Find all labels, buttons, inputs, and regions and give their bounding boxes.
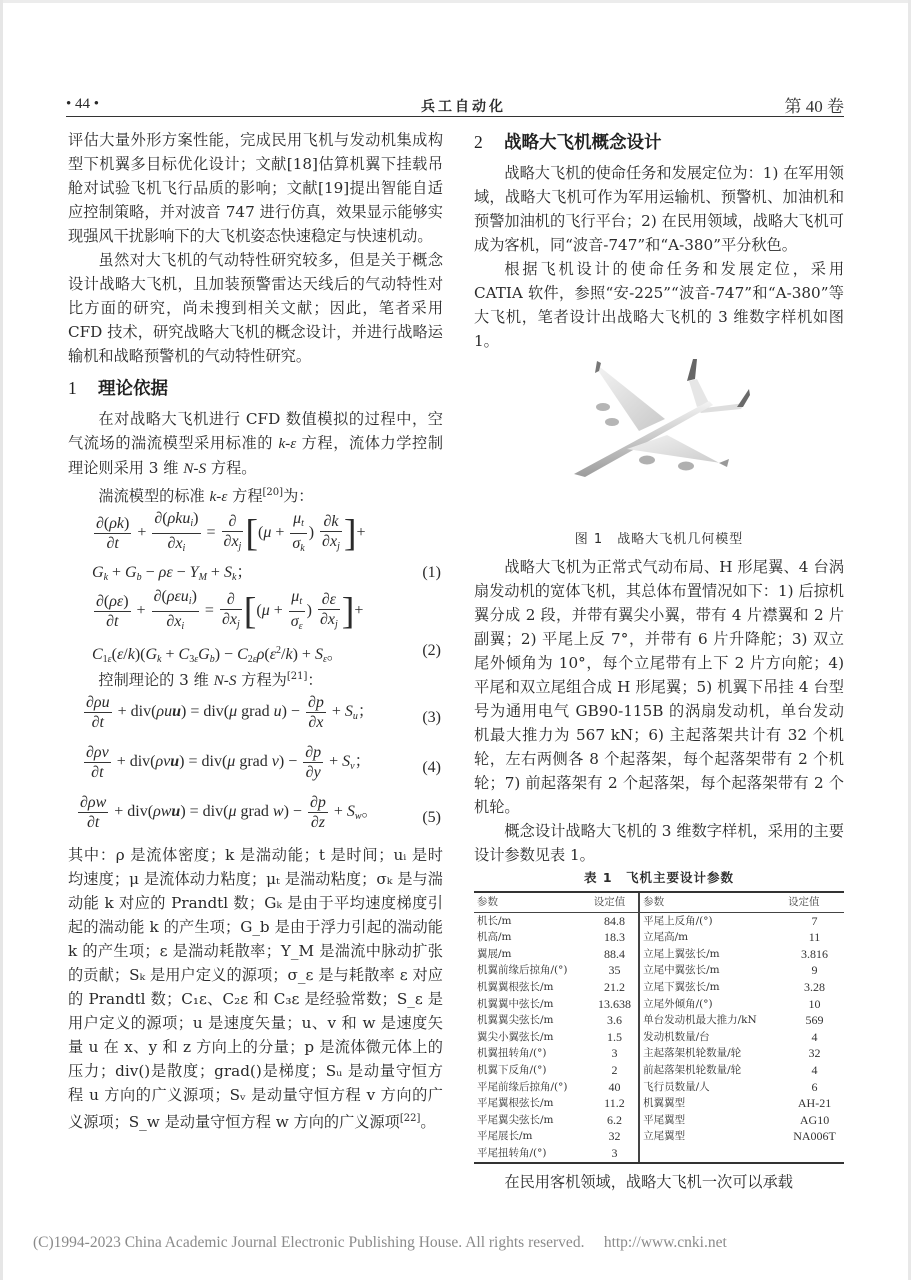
- parameter-name-cell: 立尾高/m: [639, 929, 785, 946]
- column-header: 参数: [639, 892, 785, 912]
- equation-body: $\frac{\partial(\rho\varepsilon)}{\partial t}$ + $\frac{\partial(\rho\varepsilon u_i)}{\partial x_i}$ = $\frac{\partial}{\partial x_j}$ [(μ + $\frac{\mu_t}{\sigma_\varepsilon}$ ) $\frac{\partial\varepsilon}{\partial x_j}$ ]+: [96, 588, 364, 633]
- table-row: [474, 979, 844, 996]
- symbol: N-S: [213, 672, 237, 689]
- figure-1: [474, 359, 844, 529]
- parameter-value-cell: 11: [808, 930, 821, 945]
- table-row: [474, 929, 844, 946]
- parameter-value-cell: 32: [608, 1129, 621, 1144]
- table-row: [474, 1062, 844, 1079]
- parameter-name-cell: 翼尖小翼弦长/m: [477, 1030, 554, 1043]
- equation-3: $\frac{\partial\rho u}{\partial t}$ + div(ρuu) = div(μ grad u) − $\frac{\partial p}{\partial x}$ + $S_u$； (3): [86, 694, 441, 731]
- design-parameters-table: [474, 891, 844, 1164]
- text: 方程: [232, 487, 263, 505]
- citation: [22]: [399, 1113, 421, 1124]
- parameter-value-cell: 4: [811, 1029, 818, 1044]
- left-column: [68, 128, 443, 1134]
- equation-number: (2): [422, 642, 441, 659]
- equation-5: $\frac{\partial\rho w}{\partial t}$ + div(ρwu) = div(μ grad w) − $\frac{\partial p}{\partial z}$ + $S_w$。 (5): [80, 794, 441, 831]
- paragraph-intro: 评估大量外形方案性能，完成民用飞机与发动机集成构型下机翼多目标优化设计；文献[18]估算机翼下挂载吊舱对试验飞机飞行品质的影响；文献[19]提出智能自适应控制策略，并对波音 747 进行仿真，效果显示能够实现强风干扰影响下的大飞机姿态快速稳定与快速机动。: [68, 131, 443, 245]
- table-row: [474, 1012, 844, 1029]
- parameter-name-cell: 立尾上翼弦长/m: [639, 946, 785, 963]
- parameter-value-cell: 35: [608, 963, 621, 978]
- figure-1-caption: 图 1 战略大飞机几何模型: [574, 532, 744, 547]
- parameter-name-cell: 飞行员数量/人: [639, 1079, 785, 1096]
- equation-1-line-2: $G_k + G_b - \rho\varepsilon - Y_M + S_k$； (1): [68, 559, 443, 587]
- section-title: 战略大飞机概念设计: [504, 133, 662, 153]
- engine: [596, 403, 610, 411]
- table-row: [474, 962, 844, 979]
- copyright-footer: (C)1994-2023 China Academic Journal Electronic Publishing House. All rights reserved. http://www.cnki.net: [33, 1234, 727, 1251]
- equation-1-line-1: [68, 509, 443, 559]
- parameter-value-cell: 7: [811, 913, 818, 928]
- parameter-name-cell: 立尾下翼弦长/m: [639, 979, 785, 996]
- symbol: k-ε: [278, 435, 297, 452]
- parameter-name-cell: 机翼翼尖弦长/m: [477, 1014, 554, 1027]
- airplane-model-image: [569, 359, 759, 479]
- parameter-value-cell: 2: [611, 1062, 618, 1077]
- paragraph-cfd: [68, 407, 443, 481]
- table-row: [474, 1029, 844, 1046]
- parameter-name-cell: 机长/m: [477, 914, 512, 927]
- engine: [639, 456, 655, 465]
- text: 方程为: [236, 671, 287, 689]
- parameter-value-cell: 4: [811, 1062, 818, 1077]
- parameter-value-cell: 3: [591, 1145, 639, 1163]
- parameter-value-cell: 3.816: [801, 946, 829, 961]
- running-header: [66, 96, 844, 117]
- parameter-value-cell: 21.2: [603, 979, 625, 994]
- parameter-name-cell: 立尾中翼弦长/m: [639, 962, 785, 979]
- parameter-value-cell: 10: [808, 996, 821, 1011]
- table-row: [474, 996, 844, 1013]
- parameter-value-cell: 9: [811, 963, 818, 978]
- parameter-value-cell: 84.8: [603, 913, 625, 928]
- engine: [678, 462, 694, 471]
- table-row: [474, 1095, 844, 1112]
- paragraph-symbol-definitions: [68, 843, 443, 1134]
- parameter-name-cell: 平尾前缘后掠角/(°): [477, 1080, 568, 1093]
- table-row: [474, 1045, 844, 1062]
- parameter-value-cell: 6: [811, 1079, 818, 1094]
- text: 为：: [283, 487, 314, 505]
- parameter-value-cell: 1.5: [606, 1029, 622, 1044]
- equation-2-line-1: [68, 587, 443, 637]
- parameter-name-cell: 平尾翼根弦长/m: [477, 1097, 554, 1110]
- parameter-name-cell: 平尾上反角/(°): [639, 912, 785, 929]
- parameter-name-cell: 机高/m: [477, 931, 512, 944]
- parameter-name-cell: 前起落架机轮数量/轮: [639, 1062, 785, 1079]
- parameter-value-cell: 32: [808, 1046, 821, 1061]
- equation-number: (3): [422, 709, 441, 726]
- symbol: N-S: [183, 460, 207, 477]
- parameter-name-cell: 平尾展长/m: [477, 1130, 533, 1143]
- table-row: [474, 1128, 844, 1145]
- text: ：: [307, 671, 323, 689]
- equation-4: $\frac{\partial\rho v}{\partial t}$ + div(ρvu) = div(μ grad v) − $\frac{\partial p}{\partial y}$ + $S_v$； (4): [86, 744, 441, 781]
- paragraph-layout: 战略大飞机为正常式气动布局、H 形尾翼、4 台涡扇发动机的宽体飞机，其总体布置情况如下：1) 后掠机翼分成 2 段，并带有翼尖小翼，带有 4 片襟翼和 2 片副翼；2) 平尾上反 7°，并带有 6 片升降舵；3) 双立尾外倾角为 10°，每个立尾带有上下 2 片方向舵；4) 平尾和双立尾组合成 H 形尾翼；5) 机翼下吊挂 4 台型号为通用电气 GB90-115B 的涡扇发动机，单台发动机最大推力为 567 kN；6) 主起落架共计有 32 个机轮，左右两侧各 8 个起落架，每个起落架带有 2 个机轮；7) 前起落架有 2 个起落架，每个起落架带有 2 个机轮。: [474, 558, 844, 816]
- parameter-value-cell: 3.6: [606, 1013, 622, 1028]
- parameter-name-cell: 单台发动机最大推力/kN: [639, 1012, 785, 1029]
- symbol: k-ε: [209, 488, 228, 505]
- parameter-value-cell: 3.28: [804, 979, 826, 994]
- citation: [21]: [286, 671, 308, 682]
- parameter-name-cell: 立尾翼型: [639, 1128, 785, 1145]
- parameter-value-cell: [785, 1145, 844, 1163]
- parameter-value-cell: 13.638: [597, 996, 631, 1011]
- paragraph-research-gap: 虽然对大飞机的气动特性研究较多，但是关于概念设计战略大飞机，且加装预警雷达天线后的气动特性对比方面的研究，尚未搜到相关文献；因此，笔者采用 CFD 技术，研究战略大飞机的概念设计，并进行战略运输机和战略预警机的气动特性研究。: [68, 251, 443, 365]
- equation-number: (1): [422, 564, 441, 581]
- parameter-value-cell: 3: [611, 1046, 618, 1061]
- parameter-name-cell: 平尾扭转角/(°): [474, 1145, 591, 1163]
- text: 湍流模型的标准: [98, 487, 210, 505]
- parameter-value-cell: 11.2: [604, 1096, 625, 1111]
- text: 。: [420, 1113, 436, 1131]
- parameter-value-cell: 18.3: [603, 930, 625, 945]
- table-row: [474, 912, 844, 929]
- column-header: 设定值: [785, 892, 844, 912]
- parameter-name-cell: 机翼翼型: [639, 1095, 785, 1112]
- parameter-name-cell: 机翼扭转角/(°): [477, 1047, 547, 1060]
- citation: [20]: [262, 487, 284, 498]
- equation-2-line-2: $C_{1\varepsilon}(\varepsilon/k)(G_k + C_{3\varepsilon}G_b) - C_{2\varepsilon}\rho(\varepsilon^2/k) + S_\varepsilon$。 (2): [68, 637, 443, 665]
- section-heading-1: [68, 374, 443, 403]
- parameter-name-cell: 主起落架机轮数量/轮: [639, 1045, 785, 1062]
- text: 其中：ρ 是流体密度；k 是湍动能；t 是时间；uᵢ 是时均速度；μ 是流体动力粘度；μₜ 是湍动粘度；σₖ 是与湍动能 k 对应的 Prandtl 数；Gₖ 是由于平均速度梯度引起的湍动能 k 的产生项；G_b 是由于浮力引起的湍动能 k 的产生项；ε 是湍动耗散率；Y_M 是湍流中脉动扩张的贡献；Sₖ 是用户定义的源项；σ_ε 是与耗散率 ε 对应的 Prandtl 数；C₁ε、C₂ε 和 C₃ε 是经验常数；S_ε 是用户定义的源项；u 是速度矢量；u、v 和 w 是速度矢量 u 在 x、y 和 z 方向上的分量；p 是流体微元体上的压力；div()是散度；grad()是梯度；Sᵤ 是动量守恒方程 u 方向的广义源项；Sᵥ 是动量守恒方程 v 方向的广义源项；S_w 是动量守恒方程 w 方向的广义源项: [68, 846, 443, 1131]
- table-row: [474, 1112, 844, 1129]
- table-row: [474, 946, 844, 963]
- paragraph-table-intro: 概念设计战略大飞机的 3 维数字样机，采用的主要设计参数见表 1。: [474, 822, 844, 864]
- table-header-row: [474, 892, 844, 912]
- engine: [605, 418, 619, 426]
- table-row: [474, 1145, 844, 1163]
- parameter-name-cell: 立尾外倾角/(°): [639, 996, 785, 1013]
- journal-name: 兵工自动化: [421, 99, 506, 115]
- parameter-name-cell: 机翼翼中弦长/m: [477, 997, 554, 1010]
- text: 方程，流体力学控制理论则采用 3 维: [68, 434, 444, 477]
- column-header: 设定值: [591, 892, 639, 912]
- page-edge: [0, 0, 911, 3]
- paragraph-mission: 战略大飞机的使命任务和发展定位为：1) 在军用领域，战略大飞机可作为军用运输机、预警机、加油机和预警加油机的飞行平台；2) 在民用领域，战略大飞机可成为客机，同“波音-747”和“A-380”平分秋色。: [474, 164, 844, 254]
- page-edge: [0, 0, 3, 1280]
- parameter-value-cell: AG10: [799, 1112, 830, 1127]
- parameter-name-cell: 翼展/m: [477, 947, 512, 960]
- section-title: 理论依据: [98, 379, 168, 399]
- table-1-caption: 表 1 飞机主要设计参数: [583, 870, 735, 885]
- equation-number: (4): [422, 759, 441, 776]
- page-number: • 44 •: [66, 96, 100, 112]
- parameter-name-cell: 机翼下反角/(°): [477, 1063, 547, 1076]
- right-column: [474, 128, 844, 1194]
- equation-number: (5): [422, 809, 441, 826]
- parameter-name-cell: 机翼翼根弦长/m: [477, 980, 554, 993]
- parameter-value-cell: NA006T: [793, 1129, 836, 1144]
- section-number: 2: [474, 132, 483, 152]
- paragraph-civil: 在民用客机领域，战略大飞机一次可以承载: [504, 1172, 793, 1191]
- paragraph-catia: 根据飞机设计的使命任务和发展定位，采用 CATIA 软件，参照“安-225”“波音-747”和“A-380”等大飞机，笔者设计出战略大飞机的 3 维数字样机如图 1。: [474, 260, 844, 350]
- parameter-name-cell: 发动机数量/台: [639, 1029, 785, 1046]
- parameter-value-cell: 6.2: [606, 1112, 622, 1127]
- parameter-value-cell: 40: [608, 1079, 621, 1094]
- section-number: 1: [68, 378, 77, 398]
- parameter-value-cell: 88.4: [603, 946, 625, 961]
- parameter-value-cell: 569: [805, 1013, 824, 1028]
- section-heading-2: [474, 128, 844, 157]
- table-row: [474, 1079, 844, 1096]
- text: 控制理论的 3 维: [98, 671, 214, 689]
- parameter-name-cell: 平尾翼尖弦长/m: [477, 1113, 554, 1126]
- parameter-name-cell: 机翼前缘后掠角/(°): [477, 964, 568, 977]
- parameter-value-cell: AH-21: [797, 1096, 832, 1111]
- parameter-name-cell: 平尾翼型: [639, 1112, 785, 1129]
- equation-body: $\frac{\partial(\rho k)}{\partial t}$ + $\frac{\partial(\rho ku_i)}{\partial x_i}$ = $\frac{\partial}{\partial x_j}$ [(μ + $\frac{\mu_t}{\sigma_k}$ ) $\frac{\partial k}{\partial x_j}$ ]+: [96, 510, 366, 555]
- column-header: 参数: [474, 892, 591, 912]
- paragraph-ke-intro: [68, 481, 443, 509]
- text: 在对战略大飞机进行 CFD 数值模拟的过程中，空气流场的湍流模型采用标准的: [68, 410, 443, 452]
- parameter-name-cell: [639, 1145, 785, 1163]
- volume-label: 第 40 卷: [784, 97, 844, 116]
- text: 方程。: [206, 459, 257, 477]
